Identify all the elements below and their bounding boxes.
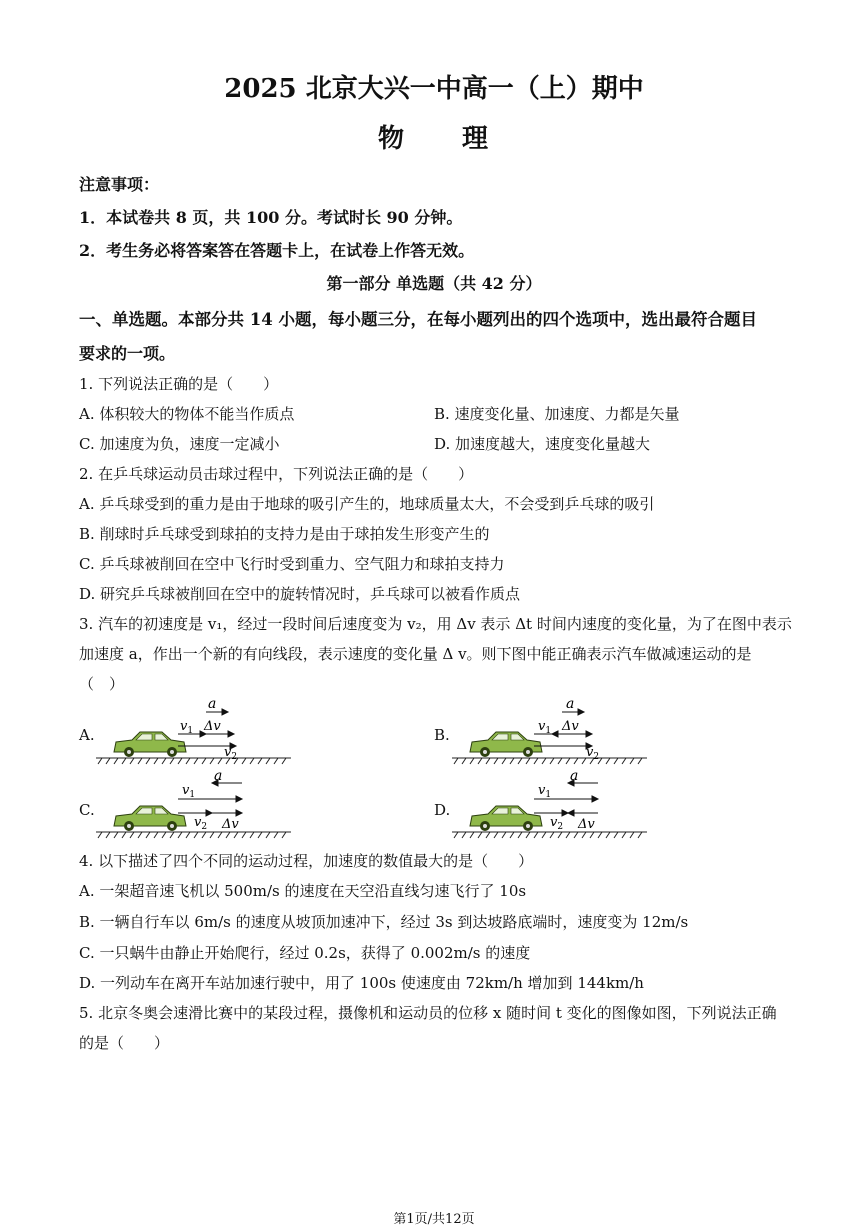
q1-option-b: B. 速度变化量、加速度、力都是矢量 (434, 405, 680, 423)
car-icon (470, 732, 542, 757)
q4-stem: 4. 以下描述了四个不同的运动过程，加速度的数值最大的是（ ） (79, 852, 534, 870)
q3-label-a: A. (79, 726, 95, 744)
q3-label-b: B. (434, 726, 450, 744)
symbol-v1: $v_1$ (180, 719, 194, 736)
velocity-v2-arrow (534, 743, 592, 749)
q3-diagram-a (96, 694, 296, 769)
section-instruction-1: 一、单选题。本部分共 14 小题，每小题三分，在每小题列出的四个选项中，选出最符合题目 (79, 310, 757, 329)
symbol-v2: $v_2$ (586, 745, 600, 762)
symbol-delta-v: Δv (562, 719, 579, 734)
ground-line (452, 832, 647, 838)
car-icon (114, 732, 186, 757)
q3-stem-line-2: 加速度 a，作出一个新的有向线段，表示速度的变化量 Δ v。则下图中能正确表示汽车做减速运动的是 (79, 645, 752, 663)
symbol-v1: $v_1$ (538, 783, 552, 800)
q5-stem-line-1: 5. 北京冬奥会速滑比赛中的某段过程，摄像机和运动员的位移 x 随时间 t 变化的图像如图，下列说法正确 (79, 1004, 777, 1022)
symbol-v2: $v_2$ (550, 815, 564, 832)
car-icon (114, 806, 186, 831)
q3-label-c: C. (79, 801, 95, 819)
symbol-a: a (214, 768, 223, 784)
notice-item-1: 1．本试卷共 8 页，共 100 分。考试时长 90 分钟。 (79, 208, 463, 227)
symbol-v2: $v_2$ (194, 815, 208, 832)
q4-option-d: D. 一列动车在离开车站加速行驶中，用了 100s 使速度由 72km/h 增加到 144km/h (79, 974, 644, 992)
q2-option-d: D. 研究乒乓球被削回在空中的旋转情况时，乒乓球可以被看作质点 (79, 585, 521, 603)
exam-title: 2025 北京大兴一中高一（上）期中 (224, 74, 644, 104)
q3-stem-line-3: （ ） (79, 675, 125, 693)
symbol-delta-v: Δv (578, 817, 595, 832)
symbol-a: a (208, 696, 217, 712)
q5-stem-line-2: 的是（ ） (79, 1034, 170, 1052)
q1-option-a: A. 体积较大的物体不能当作质点 (79, 405, 295, 423)
delta-v-arrow (212, 810, 242, 816)
q4-option-a: A. 一架超音速飞机以 500m/s 的速度在天空沿直线匀速飞行了 10s (79, 882, 527, 900)
q2-option-a: A. 乒乓球受到的重力是由于地球的吸引产生的，地球质量太大，不会受到乒乓球的吸引 (79, 495, 655, 513)
q4-option-c: C. 一只蜗牛由静止开始爬行，经过 0.2s，获得了 0.002m/s 的速度 (79, 944, 531, 962)
q2-option-b: B. 削球时乒乓球受到球拍的支持力是由于球拍发生形变产生的 (79, 525, 490, 543)
q3-stem-line-1: 3. 汽车的初速度是 v₁，经过一段时间后速度变为 v₂，用 Δv 表示 Δt 时间内速度的变化量，为了在图中表示 (79, 615, 792, 633)
q3-label-d: D. (434, 801, 451, 819)
q2-stem: 2. 在乒乓球运动员击球过程中，下列说法正确的是（ ） (79, 465, 474, 483)
q1-option-d: D. 加速度越大，速度变化量越大 (434, 435, 651, 453)
q1-option-c: C. 加速度为负，速度一定减小 (79, 435, 280, 453)
symbol-a: a (570, 768, 579, 784)
ground-line (452, 758, 647, 764)
q4-option-b: B. 一辆自行车以 6m/s 的速度从坡顶加速冲下，经过 3s 到达坡路底端时，速度变为 12m/s (79, 913, 689, 931)
symbol-delta-v: Δv (204, 719, 221, 734)
symbol-delta-v: Δv (222, 817, 239, 832)
car-icon (470, 806, 542, 831)
notice-heading: 注意事项： (79, 175, 160, 194)
symbol-v1: $v_1$ (538, 719, 552, 736)
q3-diagram-c (96, 768, 296, 843)
section-title: 第一部分 单选题（共 42 分） (326, 274, 542, 293)
q2-option-c: C. 乒乓球被削回在空中飞行时受到重力、空气阻力和球拍支持力 (79, 555, 505, 573)
delta-v-arrow (568, 810, 598, 816)
q3-diagram-d (452, 768, 652, 843)
symbol-v2: $v_2$ (224, 745, 238, 762)
symbol-a: a (566, 696, 575, 712)
q1-stem: 1. 下列说法正确的是（ ） (79, 375, 279, 393)
ground-line (96, 832, 291, 838)
notice-item-2: 2．考生务必将答案答在答题卡上，在试卷上作答无效。 (79, 241, 475, 260)
ground-line (96, 758, 291, 764)
page-number: 第1页/共12页 (393, 1212, 475, 1227)
subject-title: 物 理 (377, 124, 490, 154)
symbol-v1: $v_1$ (182, 783, 196, 800)
section-instruction-2: 要求的一项。 (79, 344, 176, 363)
q3-diagram-b (452, 694, 652, 769)
